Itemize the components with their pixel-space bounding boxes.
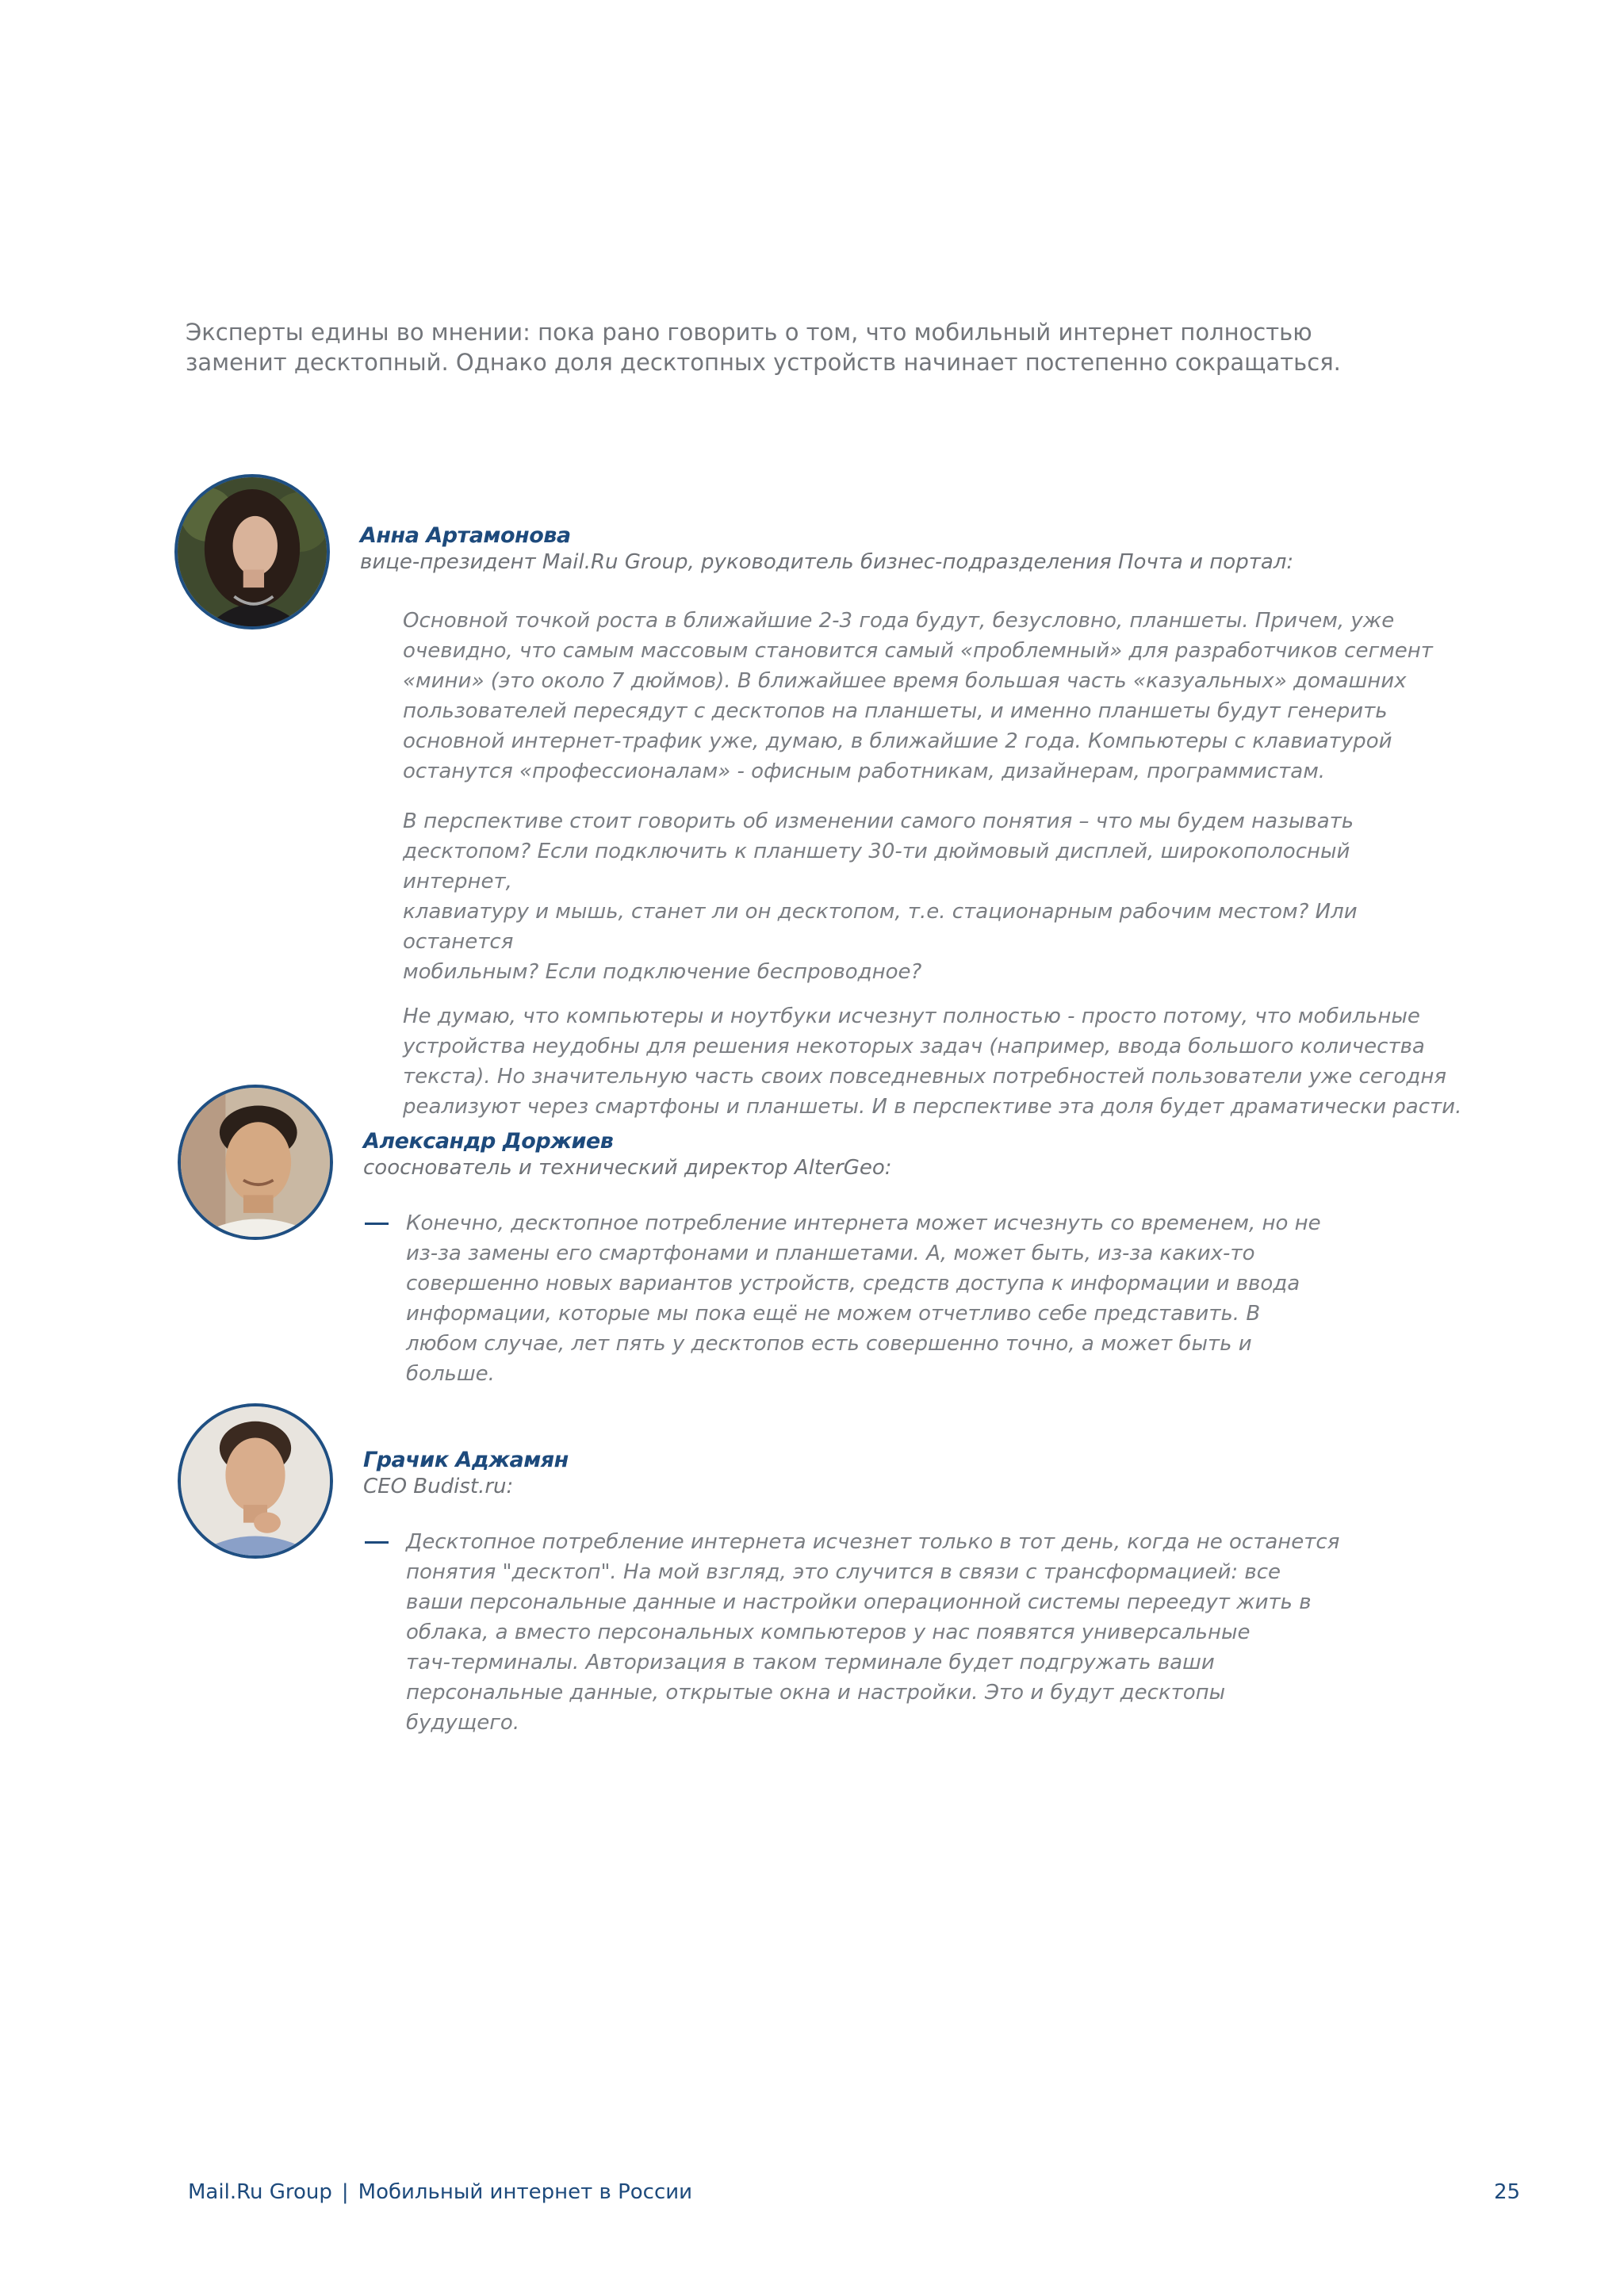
- expert-role: вице-президент Mail.Ru Group, руководитель бизнес-подразделения Почта и портал:: [360, 550, 1294, 574]
- quote-line: ваши персональные данные и настройки операционной системы переедут жить в: [406, 1590, 1312, 1614]
- quote-line: из-за замены его смартфонами и планшетами. А, может быть, из-за каких-то: [406, 1242, 1255, 1265]
- quote-line: мобильным? Если подключение беспроводное?: [403, 960, 922, 984]
- quote-line: информации, которые мы пока ещё не можем отчетливо себе представить. В: [406, 1302, 1261, 1326]
- page-number: 25: [1494, 2180, 1521, 2204]
- quote-line: больше.: [406, 1362, 495, 1386]
- portrait-image: [181, 1088, 330, 1237]
- quote-line: текста). Но значительную часть своих повседневных потребностей пользователи уже сегодня: [403, 1065, 1447, 1089]
- quote-line: основной интернет-трафик уже, думаю, в ближайшие 2 года. Компьютеры с клавиатурой: [403, 729, 1392, 753]
- quote-line: клавиатуру и мышь, станет ли он десктопом, т.е. стационарным рабочим местом? Или останется: [403, 900, 1358, 954]
- quote-line: останутся «профессионалам» - офисным работникам, дизайнерам, программистам.: [403, 760, 1326, 783]
- intro-text: [186, 317, 1486, 377]
- quote-line: персональные данные, открытые окна и настройки. Это и будут десктопы: [406, 1681, 1226, 1705]
- quote-line: десктопом? Если подключить к планшету 30-ти дюймовый дисплей, широкополосный интернет,: [403, 840, 1350, 894]
- quote-line: будущего.: [406, 1711, 520, 1735]
- page-footer: [188, 2180, 692, 2204]
- quote-line: очевидно, что самым массовым становится самый «проблемный» для разработчиков сегмент: [403, 639, 1433, 663]
- quote-text: [406, 1527, 1373, 1738]
- quote-line: Основной точкой роста в ближайшие 2-3 года будут, безусловно, планшеты. Причем, уже: [403, 609, 1395, 633]
- quote-line: понятия "десктоп". На мой взгляд, это случится в связи с трансформацией: все: [406, 1560, 1281, 1584]
- quote-dash: [365, 1541, 389, 1544]
- quote-dash: [365, 1223, 389, 1225]
- avatar: [174, 474, 330, 629]
- avatar: [178, 1085, 333, 1240]
- portrait-image: [181, 1406, 330, 1556]
- expert-name: Александр Доржиев: [363, 1129, 614, 1154]
- expert-name: Анна Артамонова: [360, 523, 571, 548]
- footer-title: Мобильный интернет в России: [358, 2180, 693, 2204]
- quote-line: Конечно, десктопное потребление интернета может исчезнуть со временем, но не: [406, 1211, 1321, 1235]
- portrait-image: [178, 477, 327, 626]
- quote-line: «мини» (это около 7 дюймов). В ближайшее время большая часть «казуальных» домашних: [403, 669, 1407, 693]
- quote-line: тач-терминалы. Авторизация в таком терминале будет подгружать ваши: [406, 1651, 1215, 1674]
- quote-text: [406, 1208, 1358, 1389]
- footer-separator: |: [341, 2180, 349, 2204]
- quote-line: облака, а вместо персональных компьютеров у нас появятся универсальные: [406, 1621, 1251, 1644]
- avatar: [178, 1403, 333, 1559]
- quote-line: В перспективе стоит говорить об изменении самого понятия – что мы будем называть: [403, 809, 1354, 833]
- quote-line: Не думаю, что компьютеры и ноутбуки исчезнут полностью - просто потому, что мобильные: [403, 1004, 1420, 1028]
- quote-line: реализуют через смартфоны и планшеты. И в перспективе эта доля будет драматически расти.: [403, 1095, 1462, 1119]
- expert-role: сооснователь и технический директор AlterGeo:: [363, 1156, 892, 1180]
- quote-line: устройства неудобны для решения некоторых задач (например, ввода большого количества: [403, 1035, 1425, 1058]
- quote-line: Десктопное потребление интернета исчезнет только в тот день, когда не останется: [406, 1530, 1340, 1554]
- quote-line: совершенно новых вариантов устройств, средств доступа к информации и ввода: [406, 1272, 1300, 1295]
- quote-line: любом случае, лет пять у десктопов есть совершенно точно, а может быть и: [406, 1332, 1252, 1356]
- quote-text: [403, 606, 1465, 1122]
- expert-role: CEO Budist.ru:: [363, 1475, 514, 1498]
- intro-line: заменит десктопный. Однако доля десктопных устройств начинает постепенно сокращаться.: [186, 349, 1341, 376]
- footer-brand: Mail.Ru Group: [188, 2180, 332, 2204]
- expert-name: Грачик Аджамян: [363, 1448, 569, 1472]
- intro-line: Эксперты едины во мнении: пока рано говорить о том, что мобильный интернет полностью: [186, 319, 1312, 346]
- quote-line: пользователей пересядут с десктопов на планшеты, и именно планшеты будут генерить: [403, 699, 1388, 723]
